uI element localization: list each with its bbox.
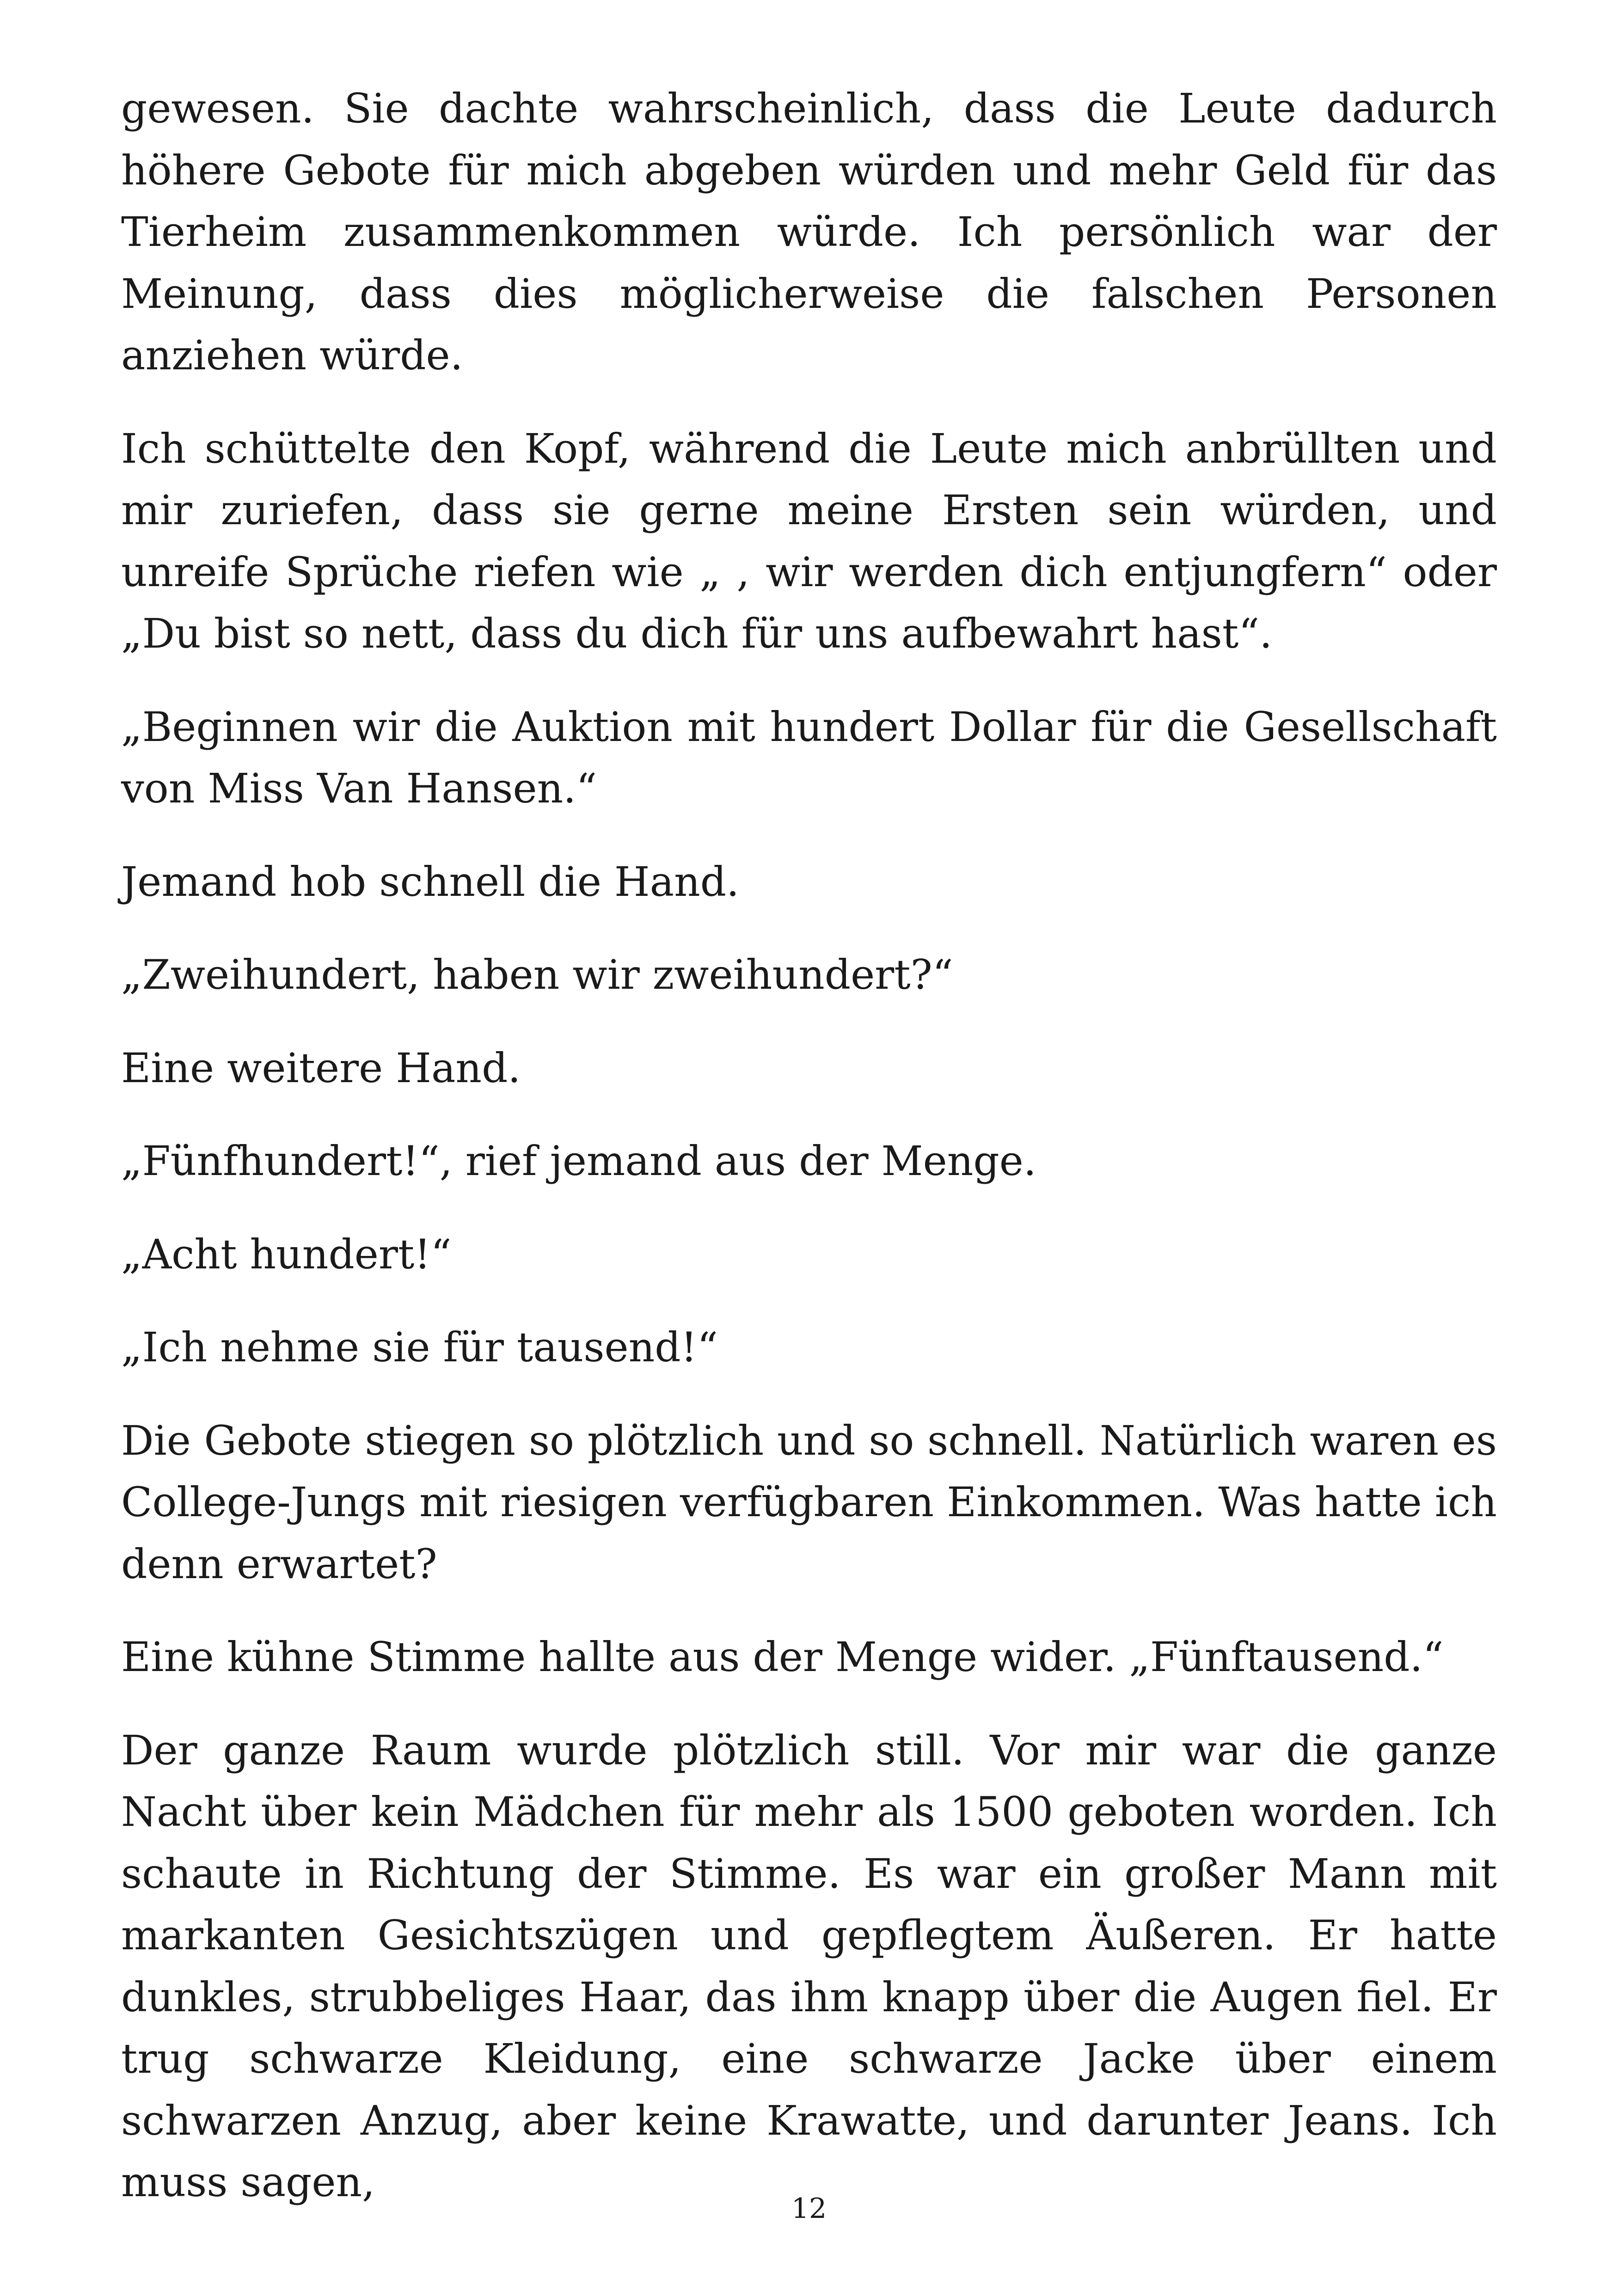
paragraph: gewesen. Sie dachte wahrscheinlich, dass die Leute dadurch höhere Gebote für mich abgeben würden und mehr Geld für das Tierheim zusammenkommen würde. Ich persönlich war der Meinung, dass dies möglicherweise die falschen Personen anziehen würde. [121, 85, 1497, 379]
page-number: 12 [791, 2192, 827, 2225]
paragraph: „Beginnen wir die Auktion mit hundert Dollar für die Gesellschaft von Miss Van Hansen.“ [121, 703, 1497, 812]
paragraph: Die Gebote stiegen so plötzlich und so schnell. Natürlich waren es College-Jungs mit riesigen verfügbaren Einkommen. Was hatte ich denn erwartet? [121, 1416, 1497, 1588]
paragraph: „Zweihundert, haben wir zweihundert?“ [121, 951, 953, 998]
paragraph: Der ganze Raum wurde plötzlich still. Vor mir war die ganze Nacht über kein Mädchen für mehr als 1500 geboten worden. Ich schaute in Richtung der Stimme. Es war ein großer Mann mit markanten Gesichtszügen und gepflegtem Äußeren. Er hatte dunkles, strubbeliges Haar, das ihm knapp über die Augen fiel. Er trug schwarze Kleidung, eine schwarze Jacke über einem schwarzen Anzug, aber keine Krawatte, und darunter Jeans. Ich muss sagen, [121, 1726, 1497, 2206]
paragraph: Eine weitere Hand. [121, 1044, 521, 1092]
paragraph: „Fünfhundert!“, rief jemand aus der Menge. [121, 1137, 1036, 1185]
paragraph: Eine kühne Stimme hallte aus der Menge wider. „Fünftausend.“ [121, 1633, 1444, 1681]
paragraph: „Acht hundert!“ [121, 1230, 452, 1278]
body-text [121, 78, 1497, 2213]
paragraph: „Ich nehme sie für tausend!“ [121, 1323, 718, 1371]
paragraph: Jemand hob schnell die Hand. [121, 857, 740, 906]
paragraph: Ich schüttelte den Kopf, während die Leute mich anbrüllten und mir zuriefen, dass sie gerne meine Ersten sein würden, und unreife Sprüche riefen wie „ , wir werden dich entjungfern“ oder „Du bist so nett, dass du dich für uns aufbewahrt hast“. [121, 424, 1497, 657]
